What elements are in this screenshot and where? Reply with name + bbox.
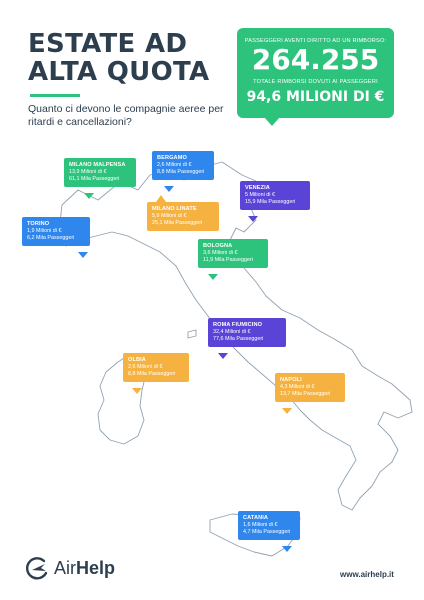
airport-callout-catania[interactable] [238, 511, 300, 540]
callout-pointer [208, 274, 218, 280]
brand-help: Help [76, 558, 116, 578]
airport-amount: 2,6 Milioni di € [157, 162, 192, 168]
passengers-label: PASSEGGERI AVENTI DIRITTO AD UN RIMBORSO: [244, 38, 387, 44]
callout-pointer [84, 193, 94, 199]
airport-name: VENEZIA [245, 185, 270, 191]
airport-callout-napoli[interactable] [275, 373, 345, 402]
airport-callout-bergamo[interactable] [152, 151, 214, 180]
airport-name: NAPOLI [280, 377, 302, 383]
airport-passengers: 11,9 Mila Passeggeri [203, 257, 253, 263]
airport-passengers: 15,9 Mila Passeggeri [245, 199, 296, 205]
refunds-label: TOTALE RIMBORSI DOVUTI AI PASSEGGERI [253, 79, 378, 85]
airport-passengers: 8,8 Mila Passeggeri [128, 371, 176, 377]
airhelp-logo-icon [24, 555, 50, 581]
callout-pointer [132, 388, 142, 394]
airport-callout-torino[interactable] [22, 217, 90, 246]
airport-callout-bologna[interactable] [198, 239, 268, 268]
airport-amount: 13,9 Milioni di € [69, 169, 107, 175]
airport-amount: 1,6 Milioni di € [243, 522, 278, 528]
airport-passengers: 25,1 Mila Passeggeri [152, 220, 203, 226]
airport-amount: 3,6 Milioni di € [203, 250, 238, 256]
callout-pointer [164, 186, 174, 192]
website-link[interactable]: www.airhelp.it [340, 570, 394, 579]
airport-passengers: 6,2 Mila Passeggeri [27, 235, 75, 241]
airport-callout-venezia[interactable] [240, 181, 310, 210]
airport-name: MILANO MALPENSA [69, 162, 126, 168]
airport-amount: 2,6 Milioni di € [128, 364, 163, 370]
airport-name: ROMA FIUMICINO [213, 322, 263, 328]
refunds-value: 94,6 MILIONI DI € [246, 89, 385, 105]
brand-air: Air [54, 558, 76, 578]
airport-name: CATANIA [243, 515, 269, 521]
title-line-1: ESTATE AD [28, 29, 188, 59]
callout-pointer [218, 353, 228, 359]
airport-passengers: 77,6 Mila Passeggeri [213, 336, 264, 342]
airport-amount: 1,9 Milioni di € [27, 228, 62, 234]
callout-pointer [78, 252, 88, 258]
elba-outline [188, 330, 196, 338]
subtitle: Quanto ci devono le compagnie aeree per ritardi e cancellazioni? [28, 103, 224, 128]
airport-callout-milano-malpensa[interactable] [64, 158, 136, 187]
airport-amount: 4,3 Milioni di € [280, 384, 315, 390]
airport-name: TORINO [27, 221, 50, 227]
airport-name: BOLOGNA [203, 243, 233, 249]
airport-name: OLBIA [128, 357, 146, 363]
airport-callout-olbia[interactable] [123, 353, 189, 382]
callout-pointer [282, 408, 292, 414]
passengers-value: 264.255 [251, 43, 380, 76]
airport-passengers: 4,7 Mila Passeggeri [243, 529, 291, 535]
title-line-2: ALTA QUOTA [28, 57, 210, 87]
airport-name: BERGAMO [157, 155, 187, 161]
airport-amount: 5,9 Milioni di € [152, 213, 187, 219]
airport-name: MILANO LINATE [152, 206, 197, 212]
callout-pointer [248, 216, 258, 222]
airport-passengers: 8,8 Mila Passeggeri [157, 169, 205, 175]
airport-callout-roma-fiumicino[interactable] [208, 318, 286, 347]
callout-pointer [282, 546, 292, 552]
brand-name [54, 558, 115, 579]
airport-passengers: 13,7 Mila Passeggeri [280, 391, 331, 397]
airport-callout-milano-linate[interactable] [147, 202, 219, 231]
callout-pointer [156, 195, 166, 202]
airport-amount: 32,4 Milioni di € [213, 329, 251, 335]
airport-passengers: 61,1 Mila Passeggeri [69, 176, 120, 182]
airport-amount: 5 Milioni di € [245, 192, 275, 198]
